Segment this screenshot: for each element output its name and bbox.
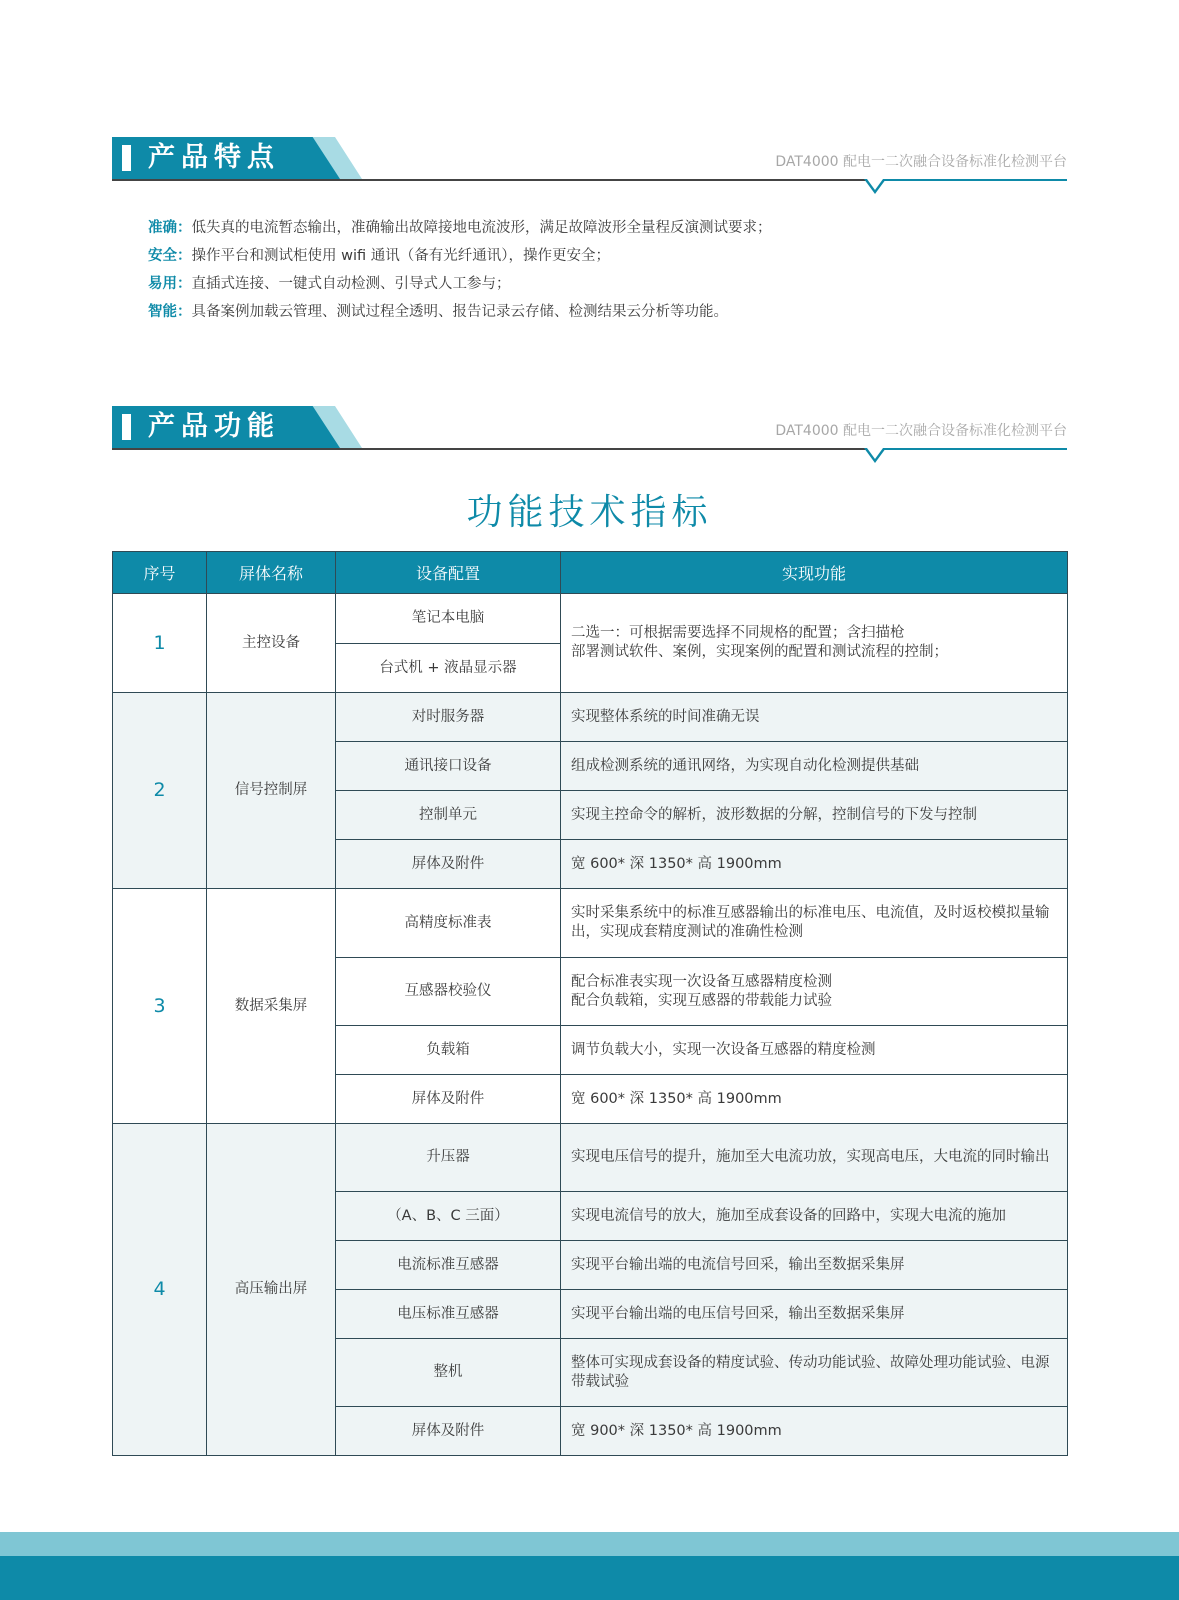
header-no: 序号: [113, 552, 207, 594]
config-cell: 通讯接口设备: [336, 742, 561, 791]
function-cell: 实现电流信号的放大，施加至成套设备的回路中，实现大电流的施加: [561, 1192, 1068, 1241]
table-row: [113, 889, 1068, 958]
config-cell: 互感器校验仪: [336, 958, 561, 1026]
function-cell: 实现平台输出端的电压信号回采，输出至数据采集屏: [561, 1290, 1068, 1339]
header-bar-icon: [122, 414, 131, 440]
config-cell: 整机: [336, 1339, 561, 1407]
table-header-row: [113, 552, 1068, 594]
config-cell: 电流标准互感器: [336, 1241, 561, 1290]
function-cell: 配合标准表实现一次设备互感器精度检测 配合负载箱，实现互感器的带载能力试验: [561, 958, 1068, 1026]
header-config: 设备配置: [336, 552, 561, 594]
config-cell: （A、B、C 三面）: [336, 1192, 561, 1241]
row-number: 3: [113, 889, 207, 1124]
feature-item: [148, 214, 1048, 242]
table-row: [113, 693, 1068, 742]
header-screen: 屏体名称: [207, 552, 336, 594]
config-cell: 升压器: [336, 1124, 561, 1192]
config-cell: 对时服务器: [336, 693, 561, 742]
function-cell: 组成检测系统的通讯网络，为实现自动化检测提供基础: [561, 742, 1068, 791]
feature-item: [148, 270, 1048, 298]
feature-text: 直插式连接、一键式自动检测、引导式人工参与；: [191, 276, 511, 292]
section-title: 产品功能: [148, 411, 280, 442]
config-cell: 负载箱: [336, 1026, 561, 1075]
screen-name: 信号控制屏: [207, 693, 336, 889]
section-subtitle: DAT4000 配电一二次融合设备标准化检测平台: [775, 154, 1067, 170]
header-function: 实现功能: [561, 552, 1068, 594]
feature-key: 准确：: [148, 220, 192, 236]
row-number: 4: [113, 1124, 207, 1456]
section-header-functions: [112, 406, 1067, 466]
function-cell: 宽 600* 深 1350* 高 1900mm: [561, 840, 1068, 889]
screen-name: 数据采集屏: [207, 889, 336, 1124]
function-cell: 宽 600* 深 1350* 高 1900mm: [561, 1075, 1068, 1124]
function-cell: 宽 900* 深 1350* 高 1900mm: [561, 1407, 1068, 1456]
row-number: 1: [113, 594, 207, 693]
function-cell: 实现平台输出端的电流信号回采，输出至数据采集屏: [561, 1241, 1068, 1290]
section-header-features: [112, 137, 1067, 197]
config-cell: 笔记本电脑: [336, 594, 561, 644]
feature-key: 智能：: [148, 304, 192, 320]
feature-list: [148, 214, 1048, 326]
config-cell: 控制单元: [336, 791, 561, 840]
feature-key: 易用：: [148, 276, 192, 292]
config-cell: 高精度标准表: [336, 889, 561, 958]
section-title: 产品特点: [148, 142, 280, 173]
spec-table: [112, 551, 1068, 1456]
config-cell: 屏体及附件: [336, 840, 561, 889]
function-cell: 实现主控命令的解析，波形数据的分解，控制信号的下发与控制: [561, 791, 1068, 840]
feature-item: [148, 298, 1048, 326]
feature-item: [148, 242, 1048, 270]
feature-text: 低失真的电流暂态输出，准确输出故障接地电流波形，满足故障波形全量程反演测试要求；: [191, 220, 772, 236]
footer-band-light: [0, 1532, 1179, 1556]
function-cell: 整体可实现成套设备的精度试验、传动功能试验、故障处理功能试验、电源带载试验: [561, 1339, 1068, 1407]
table-title: 功能技术指标: [466, 492, 713, 533]
function-cell: 实现电压信号的提升，施加至大电流功放，实现高电压，大电流的同时输出: [561, 1124, 1068, 1192]
header-bar-icon: [122, 145, 131, 171]
feature-key: 安全：: [148, 248, 192, 264]
config-cell: 屏体及附件: [336, 1407, 561, 1456]
screen-name: 高压输出屏: [207, 1124, 336, 1456]
divider-accent: [877, 448, 1067, 450]
config-cell: 电压标准互感器: [336, 1290, 561, 1339]
row-number: 2: [113, 693, 207, 889]
function-cell: 实时采集系统中的标准互感器输出的标准电压、电流值，及时返校模拟量输出，实现成套精度测试的准确性检测: [561, 889, 1068, 958]
feature-text: 操作平台和测试柜使用 wifi 通讯（备有光纤通讯），操作更安全；: [191, 248, 610, 264]
table-row: [113, 1124, 1068, 1192]
table-row: [113, 594, 1068, 644]
feature-text: 具备案例加载云管理、测试过程全透明、报告记录云存储、检测结果云分析等功能。: [191, 304, 728, 320]
config-cell: 台式机 + 液晶显示器: [336, 644, 561, 693]
divider-accent: [877, 179, 1067, 181]
footer-band: [0, 1556, 1179, 1600]
screen-name: 主控设备: [207, 594, 336, 693]
function-cell: 实现整体系统的时间准确无误: [561, 693, 1068, 742]
function-cell: 调节负载大小，实现一次设备互感器的精度检测: [561, 1026, 1068, 1075]
function-cell: 二选一：可根据需要选择不同规格的配置；含扫描枪 部署测试软件、案例，实现案例的配置和测试流程的控制；: [561, 594, 1068, 693]
section-subtitle: DAT4000 配电一二次融合设备标准化检测平台: [775, 423, 1067, 439]
config-cell: 屏体及附件: [336, 1075, 561, 1124]
